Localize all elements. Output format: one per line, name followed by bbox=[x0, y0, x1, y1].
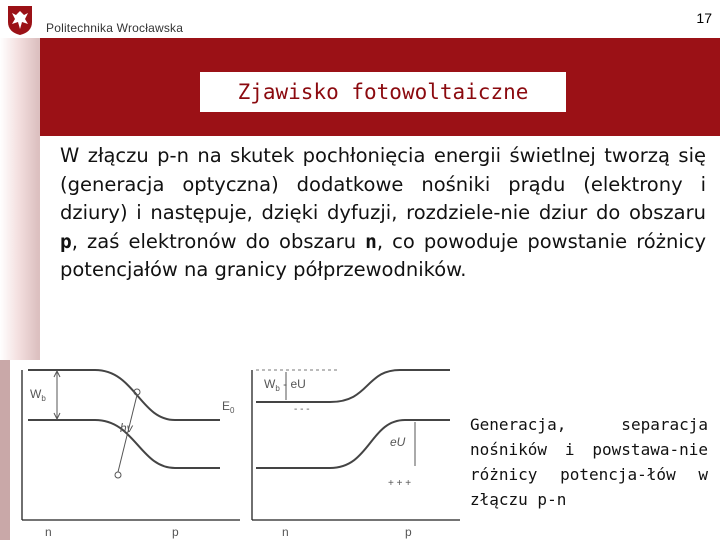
right-lower-band bbox=[256, 420, 450, 468]
body-text-part-2: , zaś elektronów do obszaru bbox=[71, 229, 366, 253]
right-band-panel bbox=[222, 370, 460, 539]
page-number: 17 bbox=[696, 10, 712, 26]
right-n-label: n bbox=[282, 525, 289, 539]
diagram-caption: Generacja, separacja nośników i powstawa-nie różnicy potencja-łów w złączu p-n bbox=[470, 415, 708, 509]
band-diagram bbox=[0, 360, 460, 540]
right-p-label: p bbox=[405, 525, 412, 539]
electron-charges: - - - bbox=[294, 404, 310, 415]
hole-charges: + + + bbox=[388, 478, 412, 489]
header-bar bbox=[0, 0, 720, 40]
body-text-part-3: , co powoduje powstanie różnicy potencjałów na granicy półprzewodników. bbox=[60, 229, 707, 281]
left-n-label: n bbox=[45, 525, 52, 539]
institution-name: Politechnika Wrocławska bbox=[46, 21, 184, 35]
left-wb-label: $W_b$ bbox=[30, 387, 46, 403]
hole-marker bbox=[115, 472, 121, 478]
left-band-panel bbox=[22, 370, 240, 539]
e0-label: $E_0$ bbox=[222, 399, 235, 415]
slide-title: Zjawisko fotowoltaiczne bbox=[237, 80, 529, 104]
body-bold-n: n bbox=[365, 229, 377, 253]
eagle-crest-icon bbox=[6, 4, 34, 36]
diagram-left-edge bbox=[0, 360, 10, 540]
body-text-part-1: W złączu p-n na skutek pochłonięcia energii świetlnej tworzą się (generacja optyczna) dodatkowe nośniki prądu (elektrony i dziury) i następuje, dzięki dyfuzji, rozdziele-nie dziur do obszaru bbox=[60, 144, 706, 224]
eu-label: eU bbox=[390, 435, 406, 449]
left-p-label: p bbox=[172, 525, 179, 539]
hv-label: hv bbox=[120, 421, 133, 435]
wb-eu-label: $W_b$ - eU bbox=[264, 377, 306, 393]
title-box bbox=[200, 72, 566, 112]
body-paragraph bbox=[60, 142, 706, 285]
body-bold-p: p bbox=[60, 229, 72, 253]
left-decoration-stripe bbox=[0, 38, 40, 360]
